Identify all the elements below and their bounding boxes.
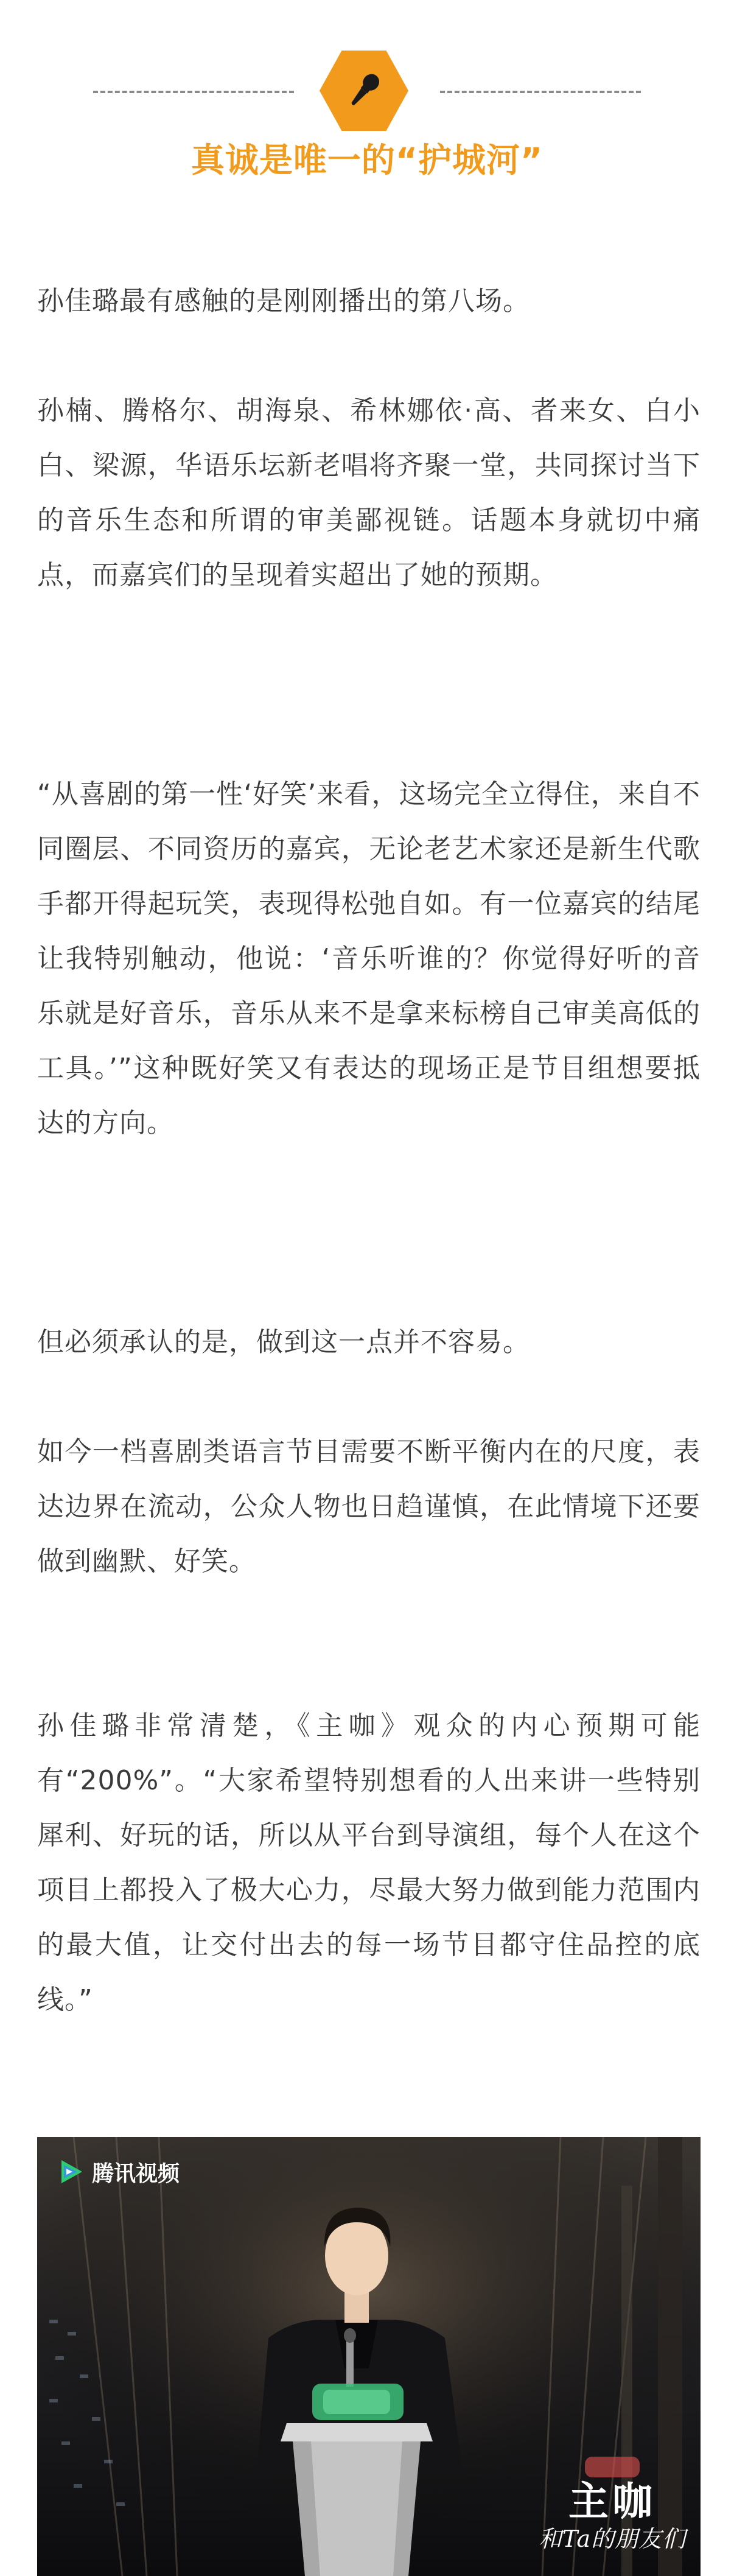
platform-label: 腾讯视频 — [92, 2161, 180, 2186]
divider-left — [93, 91, 294, 93]
section-header — [0, 37, 734, 195]
paragraph-3: “从喜剧的第一性‘好笑’来看，这场完全立得住，来自不同圈层、不同资历的嘉宾，无论老艺术家还是新生代歌手都开得起玩笑，表现得松弛自如。有一位嘉宾的结尾让我特别触动，他说：‘音乐听谁的？你觉得好听的音乐就是好音乐，音乐从来不是拿来标榜自己审美高低的工具。’”这种既好笑又有表达的现场正是节目组想要抵达的方向。 — [37, 779, 701, 1139]
tencent-video-icon — [55, 2157, 86, 2187]
show-subtitle: 和Ta的朋友们 — [538, 2525, 687, 2552]
paragraph-4: 但必须承认的是，做到这一点并不容易。 — [37, 1327, 530, 1358]
divider-right — [440, 91, 641, 93]
microphone-icon — [342, 69, 386, 113]
video-still[interactable] — [37, 2137, 701, 2576]
show-title: 主咖 — [568, 2477, 656, 2525]
section-title: 真诚是唯一的“护城河” — [190, 141, 544, 180]
hexagon-badge — [320, 51, 408, 131]
paragraph-5: 如今一档喜剧类语言节目需要不断平衡内在的尺度，表达边界在流动，公众人物也日趋谨慎，在此情境下还要做到幽默、好笑。 — [37, 1436, 701, 1577]
paragraph-2: 孙楠、腾格尔、胡海泉、希林娜依·高、者来女、白小白、梁源，华语乐坛新老唱将齐聚一堂，共同探讨当下的音乐生态和所谓的审美鄙视链。话题本身就切中痛点，而嘉宾们的呈现着实超出了她的预期。 — [37, 395, 701, 591]
show-logo — [536, 2478, 688, 2553]
platform-watermark — [55, 2155, 180, 2188]
paragraph-1: 孙佳璐最有感触的是刚刚播出的第八场。 — [37, 286, 530, 317]
paragraph-6: 孙佳璐非常清楚，《主咖》观众的内心预期可能有“200%”。“大家希望特别想看的人出来讲一些特别犀利、好玩的话，所以从平台到导演组，每个人在这个项目上都投入了极大心力，尽最大努力做到能力范围内的最大值，让交付出去的每一场节目都守住品控的底线。” — [37, 1710, 701, 2015]
